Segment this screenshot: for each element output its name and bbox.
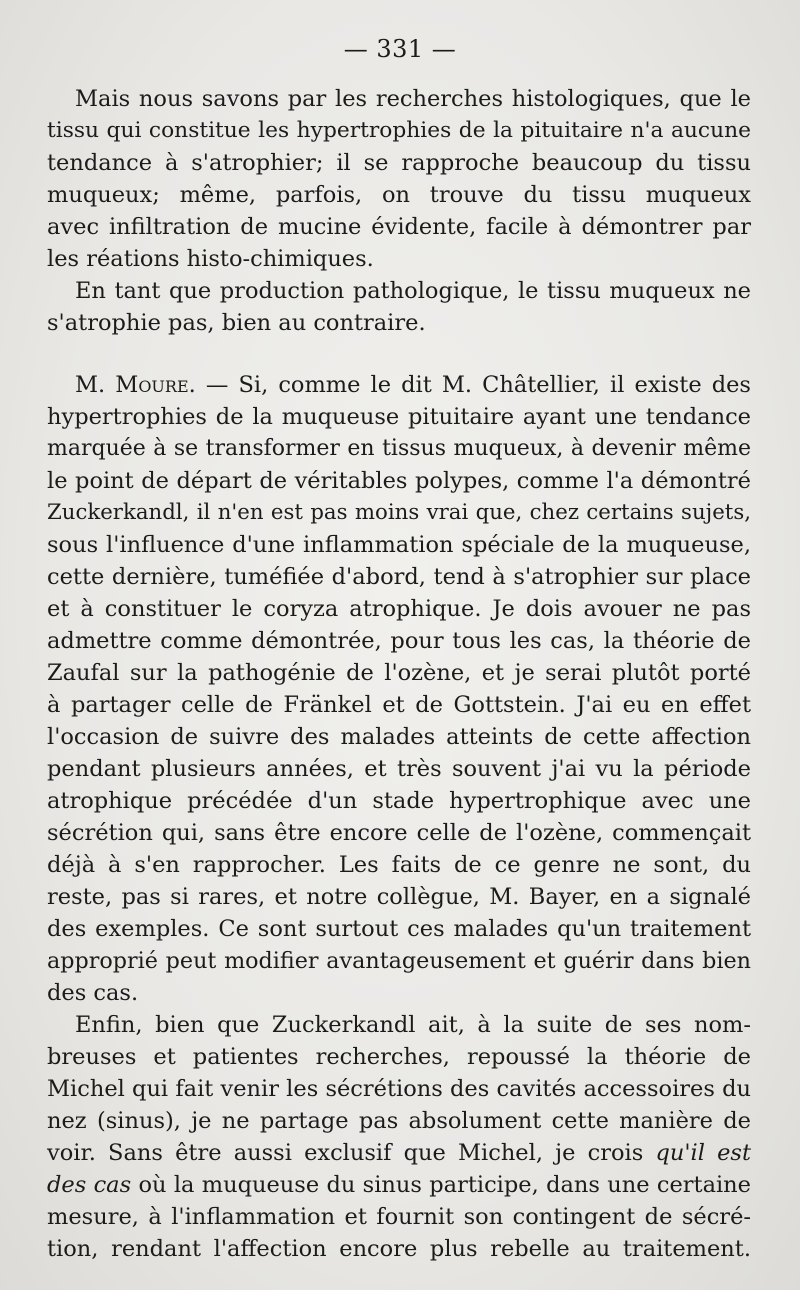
text-line (47, 369, 751, 401)
text-line: sécrétion qui, sans être encore celle de l'ozène, commençait (47, 820, 751, 846)
text-line: tion, rendant l'affection encore plus rebelle au traitement. (47, 1236, 751, 1262)
text-line: Mais nous savons par les recherches histologiques, que le (75, 86, 751, 112)
page-number: — 331 — (343, 35, 457, 63)
text-line: admettre comme démontrée, pour tous les cas, la théorie de (47, 628, 751, 654)
text-line: et à constituer le coryza atrophique. Je dois avouer ne pas (47, 596, 751, 622)
text-segment: où la muqueuse du sinus participe, dans une certaine (131, 1172, 751, 1198)
text-line: l'occasion de suivre des malades atteints de cette affection (47, 724, 751, 750)
text-line: hypertrophies de la muqueuse pituitaire ayant une tendance (47, 404, 751, 430)
text-line: nez (sinus), je ne partage pas absolument cette manière de (47, 1108, 751, 1134)
text-line: breuses et patientes recherches, repoussé la théorie de (47, 1044, 751, 1070)
text-line: des exemples. Ce sont surtout ces malades qu'un traitement (47, 916, 751, 942)
text-line: tendance à s'atrophier; il se rapproche beaucoup du tissu (47, 150, 751, 176)
text-line: pendant plusieurs années, et très souvent j'ai vu la période (47, 756, 751, 782)
text-line: En tant que production pathologique, le tissu muqueux ne (75, 278, 751, 304)
text-line: le point de départ de véritables polypes, comme l'a démontré (47, 468, 751, 494)
text-line: reste, pas si rares, et notre collègue, M. Bayer, en a signalé (47, 884, 751, 910)
text-line: à partager celle de Fränkel et de Gottstein. J'ai eu en effet (47, 692, 751, 718)
text-line: sous l'influence d'une inflammation spéciale de la muqueuse, (47, 532, 751, 558)
text-line: marquée à se transformer en tissus muqueux, à devenir même (47, 436, 751, 461)
text-segment: voir. Sans être aussi exclusif que Michel, je crois (47, 1140, 644, 1166)
body-text (47, 83, 751, 1265)
text-line: atrophique précédée d'un stade hypertrophique avec une (47, 788, 751, 814)
paragraph-4 (47, 1009, 751, 1265)
text-line: Enfin, bien que Zuckerkandl ait, à la suite de ses nom- (75, 1012, 751, 1038)
paragraph-1 (47, 83, 751, 275)
text-line: des cas. (47, 980, 139, 1006)
text-line: Zaufal sur la pathogénie de l'ozène, et je serai plutôt porté (47, 660, 751, 686)
text-line: muqueux; même, parfois, on trouve du tissu muqueux (47, 182, 751, 208)
paragraph-gap (47, 339, 751, 369)
text-line (47, 1137, 751, 1169)
paragraph-2 (47, 275, 751, 339)
speaker-text: — Si, comme le dit M. Châtellier, il existe des (195, 372, 751, 398)
text-line: s'atrophie pas, bien au contraire. (47, 310, 426, 336)
speaker-name: M. Moure. (75, 372, 196, 398)
text-line: avec infiltration de mucine évidente, facile à démontrer par (47, 214, 751, 240)
text-line: cette dernière, tuméfiée d'abord, tend à s'atrophier sur place (47, 564, 751, 590)
text-line (47, 1169, 751, 1201)
italic-phrase: qu'il est (655, 1140, 752, 1166)
text-line: Zuckerkandl, il n'en est pas moins vrai que, chez certains sujets, (47, 500, 751, 525)
text-line: Michel qui fait venir les sécrétions des cavités accessoires du (47, 1076, 751, 1102)
text-line: déjà à s'en rapprocher. Les faits de ce genre ne sont, du (47, 852, 751, 878)
text-line: approprié peut modifier avantageusement et guérir dans bien (47, 948, 751, 974)
paragraph-3 (47, 369, 751, 1009)
italic-phrase: des cas (47, 1172, 132, 1198)
text-line: les réations histo-chimiques. (47, 246, 374, 272)
text-line: tissu qui constitue les hypertrophies de la pituitaire n'a aucune (47, 118, 751, 143)
text-line: mesure, à l'inflammation et fournit son contingent de sécré- (47, 1204, 751, 1230)
